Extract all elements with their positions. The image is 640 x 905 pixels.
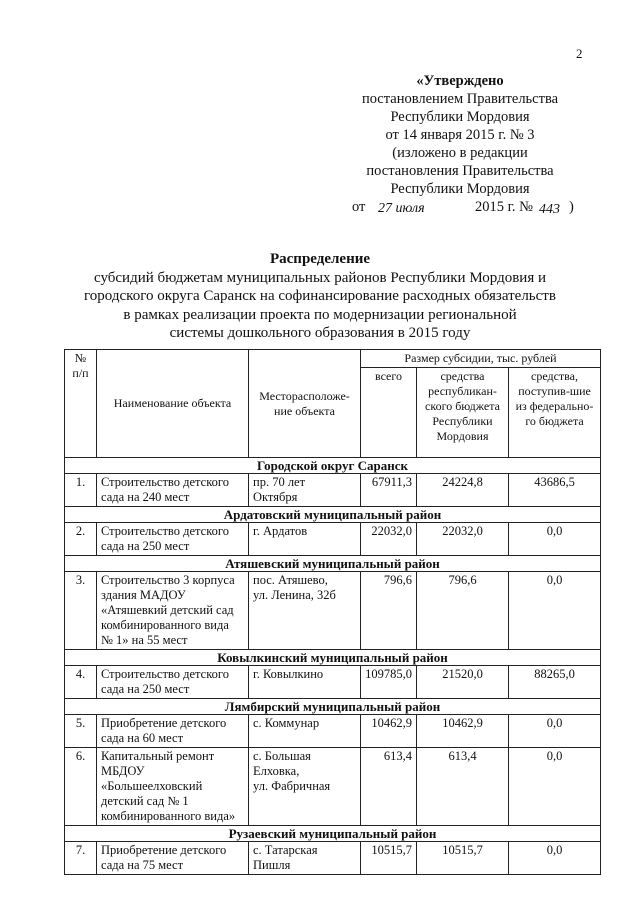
header-name: Наименование объекта bbox=[97, 350, 249, 458]
name-line: Строительство детского bbox=[101, 524, 229, 538]
cell-name bbox=[97, 842, 249, 875]
name-line: сада на 240 мест bbox=[101, 490, 190, 504]
name-line: сада на 250 мест bbox=[101, 539, 190, 553]
cell-republic: 22032,0 bbox=[417, 523, 509, 556]
cell-name bbox=[97, 523, 249, 556]
cell-federal: 0,0 bbox=[509, 715, 601, 748]
region-row bbox=[65, 650, 601, 666]
approval-line: постановления Правительства bbox=[366, 163, 554, 179]
cell-federal: 0,0 bbox=[509, 748, 601, 826]
approval-line: Республики Мордовия bbox=[390, 109, 530, 125]
region-name: Городской округ Саранск bbox=[65, 458, 601, 474]
approval-date-line bbox=[340, 198, 580, 218]
table-row bbox=[65, 666, 601, 699]
cell-republic: 21520,0 bbox=[417, 666, 509, 699]
date-handwritten: 27 июля bbox=[378, 201, 425, 216]
document-heading bbox=[60, 250, 580, 343]
cell-num: 2. bbox=[65, 523, 97, 556]
table-row bbox=[65, 715, 601, 748]
name-line: «Атяшевкий детский сад bbox=[101, 603, 234, 617]
date-year: 2015 г. № bbox=[475, 199, 534, 215]
location-line: ул. Фабричная bbox=[253, 779, 331, 793]
table-row bbox=[65, 572, 601, 650]
name-line: Приобретение детского bbox=[101, 716, 227, 730]
cell-name bbox=[97, 474, 249, 507]
location-line: с. Большая bbox=[253, 749, 311, 763]
document-number: 443 bbox=[539, 202, 560, 217]
heading-line: в рамках реализации проекта по модернизации региональной bbox=[123, 306, 517, 323]
table-row bbox=[65, 842, 601, 875]
header-republic: средства республикан-ского бюджета Республики Мордовия bbox=[417, 368, 509, 458]
region-name: Ковылкинский муниципальный район bbox=[65, 650, 601, 666]
name-line: № 1» на 55 мест bbox=[101, 633, 188, 647]
cell-total: 10515,7 bbox=[361, 842, 417, 875]
location-line: пос. Атяшево, bbox=[253, 573, 328, 587]
region-row bbox=[65, 507, 601, 523]
heading-title: Распределение bbox=[269, 251, 371, 267]
name-line: детский сад № 1 bbox=[101, 794, 189, 808]
location-line: ул. Ленина, 32б bbox=[253, 588, 336, 602]
region-row bbox=[65, 556, 601, 572]
region-row bbox=[65, 699, 601, 715]
header-subsidy: Размер субсидии, тыс. рублей bbox=[361, 350, 601, 368]
cell-federal: 0,0 bbox=[509, 572, 601, 650]
date-prefix: от bbox=[352, 199, 366, 215]
location-line: с. Татарская bbox=[253, 843, 318, 857]
name-line: Строительство детского bbox=[101, 667, 229, 681]
cell-total: 67911,3 bbox=[361, 474, 417, 507]
cell-num: 6. bbox=[65, 748, 97, 826]
cell-federal: 43686,5 bbox=[509, 474, 601, 507]
location-line: Октября bbox=[253, 490, 298, 504]
cell-total: 10462,9 bbox=[361, 715, 417, 748]
approval-line: от 14 января 2015 г. № 3 bbox=[385, 127, 535, 143]
region-row bbox=[65, 826, 601, 842]
name-line: МБДОУ bbox=[101, 764, 145, 778]
name-line: Строительство детского bbox=[101, 475, 229, 489]
name-line: комбинированного вида» bbox=[101, 809, 236, 823]
cell-num: 1. bbox=[65, 474, 97, 507]
cell-location bbox=[249, 842, 361, 875]
location-line: Елховка, bbox=[253, 764, 300, 778]
region-name: Ардатовский муниципальный район bbox=[65, 507, 601, 523]
table-header-row bbox=[65, 350, 601, 368]
name-line: сада на 60 мест bbox=[101, 731, 184, 745]
cell-location: г. Ардатов bbox=[249, 523, 361, 556]
cell-name bbox=[97, 748, 249, 826]
header-federal: средства, поступив-шие из федерально-го бюджета bbox=[509, 368, 601, 458]
region-row bbox=[65, 458, 601, 474]
cell-num: 4. bbox=[65, 666, 97, 699]
cell-federal: 0,0 bbox=[509, 523, 601, 556]
name-line: Строительство 3 корпуса bbox=[101, 573, 235, 587]
cell-num: 7. bbox=[65, 842, 97, 875]
cell-name bbox=[97, 666, 249, 699]
heading-line: городского округа Саранск на софинансирование расходных обязательств bbox=[84, 288, 556, 304]
cell-name bbox=[97, 572, 249, 650]
cell-republic: 796,6 bbox=[417, 572, 509, 650]
cell-federal: 0,0 bbox=[509, 842, 601, 875]
name-line: Приобретение детского bbox=[101, 843, 227, 857]
cell-federal: 88265,0 bbox=[509, 666, 601, 699]
region-name: Атяшевский муниципальный район bbox=[65, 556, 601, 572]
cell-republic: 10515,7 bbox=[417, 842, 509, 875]
table-row bbox=[65, 523, 601, 556]
approval-title: «Утверждено bbox=[416, 73, 504, 89]
header-total: всего bbox=[361, 368, 417, 458]
name-line: здания МАДОУ bbox=[101, 588, 186, 602]
name-line: сада на 75 мест bbox=[101, 858, 184, 872]
cell-republic: 10462,9 bbox=[417, 715, 509, 748]
cell-location: с. Коммунар bbox=[249, 715, 361, 748]
name-line: Капитальный ремонт bbox=[101, 749, 215, 763]
approval-block bbox=[340, 72, 580, 218]
heading-line: системы дошкольного образования в 2015 году bbox=[169, 325, 471, 341]
table-row bbox=[65, 474, 601, 507]
heading-line: субсидий бюджетам муниципальных районов Республики Мордовия и bbox=[93, 269, 546, 286]
cell-total: 613,4 bbox=[361, 748, 417, 826]
cell-name bbox=[97, 715, 249, 748]
name-line: комбинированного вида bbox=[101, 618, 229, 632]
table-row bbox=[65, 748, 601, 826]
name-line: «Большеелховский bbox=[101, 779, 203, 793]
name-line: сада на 250 мест bbox=[101, 682, 190, 696]
cell-location bbox=[249, 748, 361, 826]
date-close: ) bbox=[569, 199, 574, 215]
cell-location: г. Ковылкино bbox=[249, 666, 361, 699]
cell-num: 3. bbox=[65, 572, 97, 650]
location-line: Пишля bbox=[253, 858, 291, 872]
cell-republic: 24224,8 bbox=[417, 474, 509, 507]
cell-total: 109785,0 bbox=[361, 666, 417, 699]
cell-total: 22032,0 bbox=[361, 523, 417, 556]
header-location: Месторасположе-ние объекта bbox=[249, 350, 361, 458]
cell-total: 796,6 bbox=[361, 572, 417, 650]
cell-location bbox=[249, 474, 361, 507]
location-line: пр. 70 лет bbox=[253, 475, 306, 489]
cell-location bbox=[249, 572, 361, 650]
page-number: 2 bbox=[576, 46, 583, 61]
subsidy-table bbox=[64, 349, 601, 875]
approval-line: Республики Мордовия bbox=[390, 181, 530, 197]
approval-line: (изложено в редакции bbox=[392, 145, 528, 161]
cell-republic: 613,4 bbox=[417, 748, 509, 826]
region-name: Лямбирский муниципальный район bbox=[65, 699, 601, 715]
region-name: Рузаевский муниципальный район bbox=[65, 826, 601, 842]
header-num: № п/п bbox=[65, 350, 97, 458]
cell-num: 5. bbox=[65, 715, 97, 748]
approval-line: постановлением Правительства bbox=[361, 91, 559, 107]
